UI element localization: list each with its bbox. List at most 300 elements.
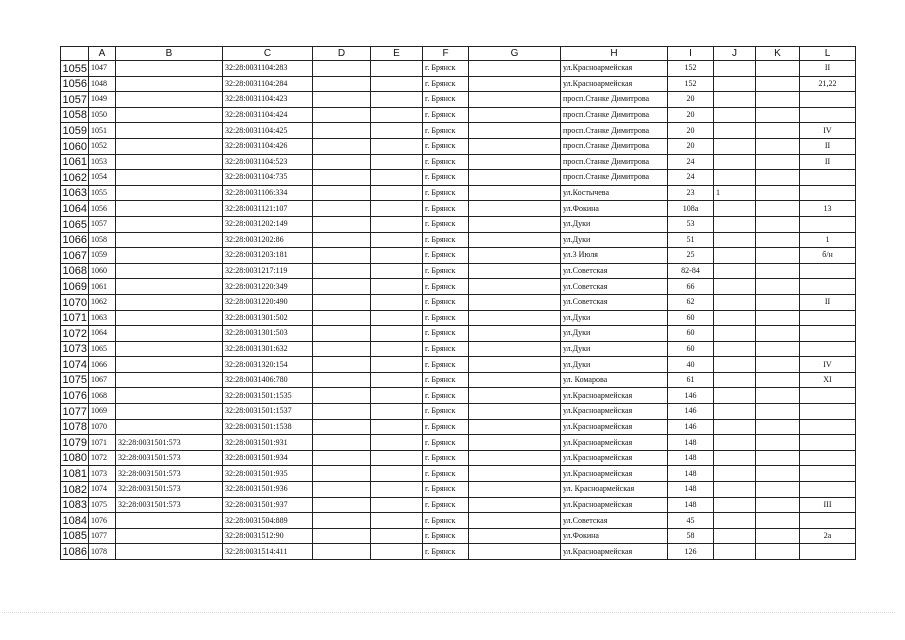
cell-d[interactable]: [313, 419, 371, 435]
cell-e[interactable]: [371, 107, 423, 123]
cell-e[interactable]: [371, 435, 423, 451]
cell-b[interactable]: [116, 138, 223, 154]
cell-j[interactable]: [714, 263, 756, 279]
cell-k[interactable]: [756, 450, 800, 466]
cell-k[interactable]: [756, 138, 800, 154]
cell-f[interactable]: г. Брянск: [423, 263, 469, 279]
cell-i[interactable]: 58: [668, 528, 714, 544]
cell-l[interactable]: IV: [800, 123, 856, 139]
cell-j[interactable]: [714, 123, 756, 139]
row-number[interactable]: 1083: [61, 497, 89, 513]
cell-h[interactable]: ул.Красноармейская: [561, 497, 668, 513]
cell-f[interactable]: г. Брянск: [423, 450, 469, 466]
cell-k[interactable]: [756, 528, 800, 544]
cell-h[interactable]: ул.Советская: [561, 294, 668, 310]
cell-l[interactable]: [800, 388, 856, 404]
cell-c[interactable]: 32:28:0031406:780: [223, 372, 313, 388]
cell-b[interactable]: [116, 544, 223, 560]
cell-a[interactable]: 1077: [89, 528, 116, 544]
cell-f[interactable]: г. Брянск: [423, 435, 469, 451]
cell-c[interactable]: 32:28:0031501:935: [223, 466, 313, 482]
cell-g[interactable]: [469, 201, 561, 217]
cell-g[interactable]: [469, 450, 561, 466]
cell-i[interactable]: 61: [668, 372, 714, 388]
cell-c[interactable]: 32:28:0031203:181: [223, 248, 313, 264]
cell-l[interactable]: XI: [800, 372, 856, 388]
cell-g[interactable]: [469, 544, 561, 560]
cell-i[interactable]: 40: [668, 357, 714, 373]
cell-f[interactable]: г. Брянск: [423, 419, 469, 435]
column-header-f[interactable]: F: [423, 47, 469, 61]
cell-h[interactable]: просп.Станке Димитрова: [561, 138, 668, 154]
cell-e[interactable]: [371, 388, 423, 404]
cell-l[interactable]: IV: [800, 357, 856, 373]
cell-g[interactable]: [469, 170, 561, 186]
cell-k[interactable]: [756, 76, 800, 92]
row-number[interactable]: 1077: [61, 404, 89, 420]
cell-b[interactable]: [116, 154, 223, 170]
cell-a[interactable]: 1064: [89, 326, 116, 342]
cell-c[interactable]: 32:28:0031104:424: [223, 107, 313, 123]
column-header-b[interactable]: B: [116, 47, 223, 61]
cell-a[interactable]: 1061: [89, 279, 116, 295]
cell-j[interactable]: [714, 310, 756, 326]
cell-a[interactable]: 1047: [89, 61, 116, 77]
cell-l[interactable]: [800, 435, 856, 451]
row-number[interactable]: 1067: [61, 248, 89, 264]
cell-g[interactable]: [469, 107, 561, 123]
row-number[interactable]: 1061: [61, 154, 89, 170]
cell-h[interactable]: ул.Советская: [561, 513, 668, 529]
cell-f[interactable]: г. Брянск: [423, 388, 469, 404]
cell-i[interactable]: 20: [668, 123, 714, 139]
cell-c[interactable]: 32:28:0031217:119: [223, 263, 313, 279]
cell-d[interactable]: [313, 513, 371, 529]
cell-d[interactable]: [313, 61, 371, 77]
cell-i[interactable]: 20: [668, 92, 714, 108]
row-number[interactable]: 1085: [61, 528, 89, 544]
cell-a[interactable]: 1055: [89, 185, 116, 201]
cell-i[interactable]: 152: [668, 76, 714, 92]
cell-l[interactable]: [800, 310, 856, 326]
cell-e[interactable]: [371, 263, 423, 279]
cell-l[interactable]: [800, 466, 856, 482]
column-header-j[interactable]: J: [714, 47, 756, 61]
cell-g[interactable]: [469, 388, 561, 404]
cell-d[interactable]: [313, 544, 371, 560]
cell-f[interactable]: г. Брянск: [423, 61, 469, 77]
cell-b[interactable]: [116, 372, 223, 388]
cell-d[interactable]: [313, 435, 371, 451]
cell-h[interactable]: просп.Станке Димитрова: [561, 107, 668, 123]
cell-g[interactable]: [469, 185, 561, 201]
cell-e[interactable]: [371, 528, 423, 544]
cell-h[interactable]: ул.Дуки: [561, 341, 668, 357]
cell-l[interactable]: [800, 544, 856, 560]
cell-c[interactable]: 32:28:0031301:632: [223, 341, 313, 357]
cell-k[interactable]: [756, 372, 800, 388]
cell-h[interactable]: ул.Дуки: [561, 326, 668, 342]
cell-j[interactable]: [714, 357, 756, 373]
row-number[interactable]: 1064: [61, 201, 89, 217]
cell-e[interactable]: [371, 92, 423, 108]
cell-g[interactable]: [469, 528, 561, 544]
cell-e[interactable]: [371, 123, 423, 139]
cell-b[interactable]: [116, 294, 223, 310]
cell-l[interactable]: [800, 107, 856, 123]
cell-j[interactable]: [714, 138, 756, 154]
cell-f[interactable]: г. Брянск: [423, 279, 469, 295]
cell-h[interactable]: ул.Фокина: [561, 528, 668, 544]
cell-b[interactable]: [116, 76, 223, 92]
cell-i[interactable]: 82-84: [668, 263, 714, 279]
cell-a[interactable]: 1056: [89, 201, 116, 217]
cell-d[interactable]: [313, 388, 371, 404]
cell-g[interactable]: [469, 466, 561, 482]
cell-j[interactable]: [714, 92, 756, 108]
column-header-k[interactable]: K: [756, 47, 800, 61]
cell-b[interactable]: [116, 419, 223, 435]
cell-b[interactable]: [116, 326, 223, 342]
cell-e[interactable]: [371, 497, 423, 513]
row-number[interactable]: 1060: [61, 138, 89, 154]
cell-e[interactable]: [371, 326, 423, 342]
row-number[interactable]: 1076: [61, 388, 89, 404]
cell-g[interactable]: [469, 294, 561, 310]
cell-a[interactable]: 1049: [89, 92, 116, 108]
cell-d[interactable]: [313, 248, 371, 264]
row-number[interactable]: 1080: [61, 450, 89, 466]
cell-a[interactable]: 1071: [89, 435, 116, 451]
cell-l[interactable]: [800, 216, 856, 232]
cell-f[interactable]: г. Брянск: [423, 76, 469, 92]
row-number[interactable]: 1081: [61, 466, 89, 482]
cell-i[interactable]: 148: [668, 435, 714, 451]
row-number[interactable]: 1075: [61, 372, 89, 388]
cell-d[interactable]: [313, 232, 371, 248]
cell-k[interactable]: [756, 92, 800, 108]
cell-a[interactable]: 1058: [89, 232, 116, 248]
cell-c[interactable]: 32:28:0031504:889: [223, 513, 313, 529]
column-header-e[interactable]: E: [371, 47, 423, 61]
column-header-c[interactable]: C: [223, 47, 313, 61]
cell-l[interactable]: [800, 279, 856, 295]
cell-a[interactable]: 1067: [89, 372, 116, 388]
cell-d[interactable]: [313, 497, 371, 513]
cell-e[interactable]: [371, 450, 423, 466]
cell-k[interactable]: [756, 513, 800, 529]
cell-i[interactable]: 108а: [668, 201, 714, 217]
cell-f[interactable]: г. Брянск: [423, 201, 469, 217]
cell-g[interactable]: [469, 216, 561, 232]
cell-f[interactable]: г. Брянск: [423, 92, 469, 108]
cell-c[interactable]: 32:28:0031202:86: [223, 232, 313, 248]
cell-d[interactable]: [313, 154, 371, 170]
cell-l[interactable]: [800, 92, 856, 108]
cell-f[interactable]: г. Брянск: [423, 482, 469, 498]
cell-f[interactable]: г. Брянск: [423, 528, 469, 544]
cell-j[interactable]: [714, 528, 756, 544]
cell-j[interactable]: [714, 294, 756, 310]
cell-l[interactable]: [800, 404, 856, 420]
cell-d[interactable]: [313, 341, 371, 357]
cell-d[interactable]: [313, 216, 371, 232]
cell-b[interactable]: [116, 123, 223, 139]
cell-c[interactable]: 32:28:0031220:349: [223, 279, 313, 295]
cell-k[interactable]: [756, 294, 800, 310]
cell-g[interactable]: [469, 357, 561, 373]
cell-e[interactable]: [371, 201, 423, 217]
cell-i[interactable]: 24: [668, 170, 714, 186]
cell-a[interactable]: 1069: [89, 404, 116, 420]
cell-k[interactable]: [756, 388, 800, 404]
cell-l[interactable]: II: [800, 61, 856, 77]
cell-a[interactable]: 1062: [89, 294, 116, 310]
cell-i[interactable]: 146: [668, 419, 714, 435]
cell-h[interactable]: просп.Станке Димитрова: [561, 154, 668, 170]
cell-b[interactable]: [116, 92, 223, 108]
cell-f[interactable]: г. Брянск: [423, 294, 469, 310]
column-header-i[interactable]: I: [668, 47, 714, 61]
row-number[interactable]: 1069: [61, 279, 89, 295]
cell-j[interactable]: [714, 232, 756, 248]
cell-b[interactable]: [116, 279, 223, 295]
cell-i[interactable]: 60: [668, 326, 714, 342]
cell-a[interactable]: 1057: [89, 216, 116, 232]
cell-a[interactable]: 1053: [89, 154, 116, 170]
row-number[interactable]: 1082: [61, 482, 89, 498]
cell-e[interactable]: [371, 513, 423, 529]
cell-a[interactable]: 1073: [89, 466, 116, 482]
cell-l[interactable]: [800, 341, 856, 357]
cell-d[interactable]: [313, 201, 371, 217]
cell-h[interactable]: ул.Красноармейская: [561, 61, 668, 77]
cell-b[interactable]: [116, 357, 223, 373]
cell-l[interactable]: 21,22: [800, 76, 856, 92]
cell-i[interactable]: 23: [668, 185, 714, 201]
cell-d[interactable]: [313, 170, 371, 186]
row-number[interactable]: 1070: [61, 294, 89, 310]
cell-a[interactable]: 1066: [89, 357, 116, 373]
cell-j[interactable]: [714, 341, 756, 357]
cell-b[interactable]: [116, 107, 223, 123]
cell-f[interactable]: г. Брянск: [423, 466, 469, 482]
cell-k[interactable]: [756, 544, 800, 560]
cell-e[interactable]: [371, 310, 423, 326]
cell-c[interactable]: 32:28:0031320:154: [223, 357, 313, 373]
cell-k[interactable]: [756, 404, 800, 420]
cell-i[interactable]: 146: [668, 404, 714, 420]
cell-i[interactable]: 62: [668, 294, 714, 310]
cell-f[interactable]: г. Брянск: [423, 513, 469, 529]
cell-e[interactable]: [371, 61, 423, 77]
cell-f[interactable]: г. Брянск: [423, 170, 469, 186]
cell-j[interactable]: [714, 544, 756, 560]
row-number[interactable]: 1065: [61, 216, 89, 232]
cell-b[interactable]: [116, 201, 223, 217]
cell-j[interactable]: [714, 419, 756, 435]
row-number[interactable]: 1086: [61, 544, 89, 560]
cell-h[interactable]: ул. Комарова: [561, 372, 668, 388]
cell-a[interactable]: 1050: [89, 107, 116, 123]
cell-l[interactable]: 2а: [800, 528, 856, 544]
cell-c[interactable]: 32:28:0031104:425: [223, 123, 313, 139]
cell-c[interactable]: 32:28:0031104:735: [223, 170, 313, 186]
cell-c[interactable]: 32:28:0031104:284: [223, 76, 313, 92]
cell-b[interactable]: 32:28:0031501:573: [116, 435, 223, 451]
row-number[interactable]: 1074: [61, 357, 89, 373]
cell-k[interactable]: [756, 326, 800, 342]
cell-a[interactable]: 1075: [89, 497, 116, 513]
cell-b[interactable]: [116, 388, 223, 404]
cell-f[interactable]: г. Брянск: [423, 123, 469, 139]
cell-g[interactable]: [469, 154, 561, 170]
cell-d[interactable]: [313, 123, 371, 139]
cell-j[interactable]: [714, 388, 756, 404]
cell-f[interactable]: г. Брянск: [423, 185, 469, 201]
row-number[interactable]: 1078: [61, 419, 89, 435]
cell-i[interactable]: 148: [668, 466, 714, 482]
cell-l[interactable]: III: [800, 497, 856, 513]
cell-b[interactable]: 32:28:0031501:573: [116, 482, 223, 498]
cell-b[interactable]: [116, 232, 223, 248]
cell-a[interactable]: 1051: [89, 123, 116, 139]
cell-j[interactable]: [714, 435, 756, 451]
cell-k[interactable]: [756, 263, 800, 279]
cell-k[interactable]: [756, 310, 800, 326]
cell-l[interactable]: II: [800, 154, 856, 170]
cell-k[interactable]: [756, 419, 800, 435]
cell-h[interactable]: ул.Красноармейская: [561, 450, 668, 466]
column-header-a[interactable]: A: [89, 47, 116, 61]
cell-g[interactable]: [469, 326, 561, 342]
cell-j[interactable]: [714, 497, 756, 513]
cell-f[interactable]: г. Брянск: [423, 107, 469, 123]
cell-f[interactable]: г. Брянск: [423, 310, 469, 326]
cell-e[interactable]: [371, 216, 423, 232]
cell-a[interactable]: 1059: [89, 248, 116, 264]
cell-c[interactable]: 32:28:0031220:490: [223, 294, 313, 310]
cell-h[interactable]: ул.Красноармейская: [561, 544, 668, 560]
cell-l[interactable]: II: [800, 138, 856, 154]
cell-d[interactable]: [313, 76, 371, 92]
cell-k[interactable]: [756, 497, 800, 513]
cell-d[interactable]: [313, 279, 371, 295]
cell-c[interactable]: 32:28:0031104:283: [223, 61, 313, 77]
cell-f[interactable]: г. Брянск: [423, 138, 469, 154]
cell-d[interactable]: [313, 482, 371, 498]
cell-j[interactable]: [714, 404, 756, 420]
cell-f[interactable]: г. Брянск: [423, 372, 469, 388]
cell-a[interactable]: 1060: [89, 263, 116, 279]
cell-k[interactable]: [756, 216, 800, 232]
cell-c[interactable]: 32:28:0031104:426: [223, 138, 313, 154]
cell-c[interactable]: 32:28:0031501:1537: [223, 404, 313, 420]
cell-e[interactable]: [371, 170, 423, 186]
cell-a[interactable]: 1052: [89, 138, 116, 154]
cell-l[interactable]: 1: [800, 232, 856, 248]
cell-b[interactable]: 32:28:0031501:573: [116, 497, 223, 513]
cell-e[interactable]: [371, 404, 423, 420]
cell-e[interactable]: [371, 232, 423, 248]
cell-h[interactable]: ул.Костычева: [561, 185, 668, 201]
cell-f[interactable]: г. Брянск: [423, 404, 469, 420]
cell-l[interactable]: б/н: [800, 248, 856, 264]
cell-b[interactable]: [116, 185, 223, 201]
cell-j[interactable]: [714, 201, 756, 217]
cell-l[interactable]: [800, 513, 856, 529]
cell-i[interactable]: 126: [668, 544, 714, 560]
cell-k[interactable]: [756, 107, 800, 123]
cell-i[interactable]: 24: [668, 154, 714, 170]
cell-c[interactable]: 32:28:0031501:1535: [223, 388, 313, 404]
cell-f[interactable]: г. Брянск: [423, 544, 469, 560]
cell-j[interactable]: [714, 154, 756, 170]
cell-d[interactable]: [313, 138, 371, 154]
cell-f[interactable]: г. Брянск: [423, 232, 469, 248]
cell-c[interactable]: 32:28:0031501:1538: [223, 419, 313, 435]
cell-j[interactable]: [714, 513, 756, 529]
cell-h[interactable]: ул.Дуки: [561, 310, 668, 326]
row-number[interactable]: 1058: [61, 107, 89, 123]
cell-e[interactable]: [371, 544, 423, 560]
cell-j[interactable]: [714, 76, 756, 92]
cell-g[interactable]: [469, 123, 561, 139]
cell-h[interactable]: ул.Красноармейская: [561, 76, 668, 92]
cell-c[interactable]: 32:28:0031121:107: [223, 201, 313, 217]
cell-k[interactable]: [756, 61, 800, 77]
cell-a[interactable]: 1076: [89, 513, 116, 529]
cell-d[interactable]: [313, 294, 371, 310]
cell-f[interactable]: г. Брянск: [423, 341, 469, 357]
cell-l[interactable]: [800, 419, 856, 435]
row-number[interactable]: 1084: [61, 513, 89, 529]
cell-d[interactable]: [313, 92, 371, 108]
cell-i[interactable]: 51: [668, 232, 714, 248]
cell-a[interactable]: 1048: [89, 76, 116, 92]
cell-k[interactable]: [756, 435, 800, 451]
cell-g[interactable]: [469, 482, 561, 498]
cell-i[interactable]: 146: [668, 388, 714, 404]
cell-g[interactable]: [469, 310, 561, 326]
cell-i[interactable]: 60: [668, 310, 714, 326]
cell-h[interactable]: ул. Красноармейская: [561, 482, 668, 498]
cell-f[interactable]: г. Брянск: [423, 216, 469, 232]
cell-i[interactable]: 148: [668, 497, 714, 513]
cell-k[interactable]: [756, 123, 800, 139]
cell-g[interactable]: [469, 76, 561, 92]
row-number[interactable]: 1073: [61, 341, 89, 357]
cell-i[interactable]: 20: [668, 107, 714, 123]
cell-b[interactable]: [116, 170, 223, 186]
row-number[interactable]: 1071: [61, 310, 89, 326]
cell-e[interactable]: [371, 372, 423, 388]
cell-i[interactable]: 148: [668, 450, 714, 466]
cell-e[interactable]: [371, 154, 423, 170]
cell-c[interactable]: 32:28:0031301:502: [223, 310, 313, 326]
cell-h[interactable]: ул.Красноармейская: [561, 466, 668, 482]
cell-a[interactable]: 1072: [89, 450, 116, 466]
cell-h[interactable]: ул.Красноармейская: [561, 404, 668, 420]
cell-g[interactable]: [469, 513, 561, 529]
cell-a[interactable]: 1068: [89, 388, 116, 404]
cell-a[interactable]: 1078: [89, 544, 116, 560]
cell-c[interactable]: 32:28:0031104:423: [223, 92, 313, 108]
cell-l[interactable]: 13: [800, 201, 856, 217]
cell-b[interactable]: [116, 528, 223, 544]
cell-b[interactable]: [116, 341, 223, 357]
cell-h[interactable]: ул.3 Июля: [561, 248, 668, 264]
